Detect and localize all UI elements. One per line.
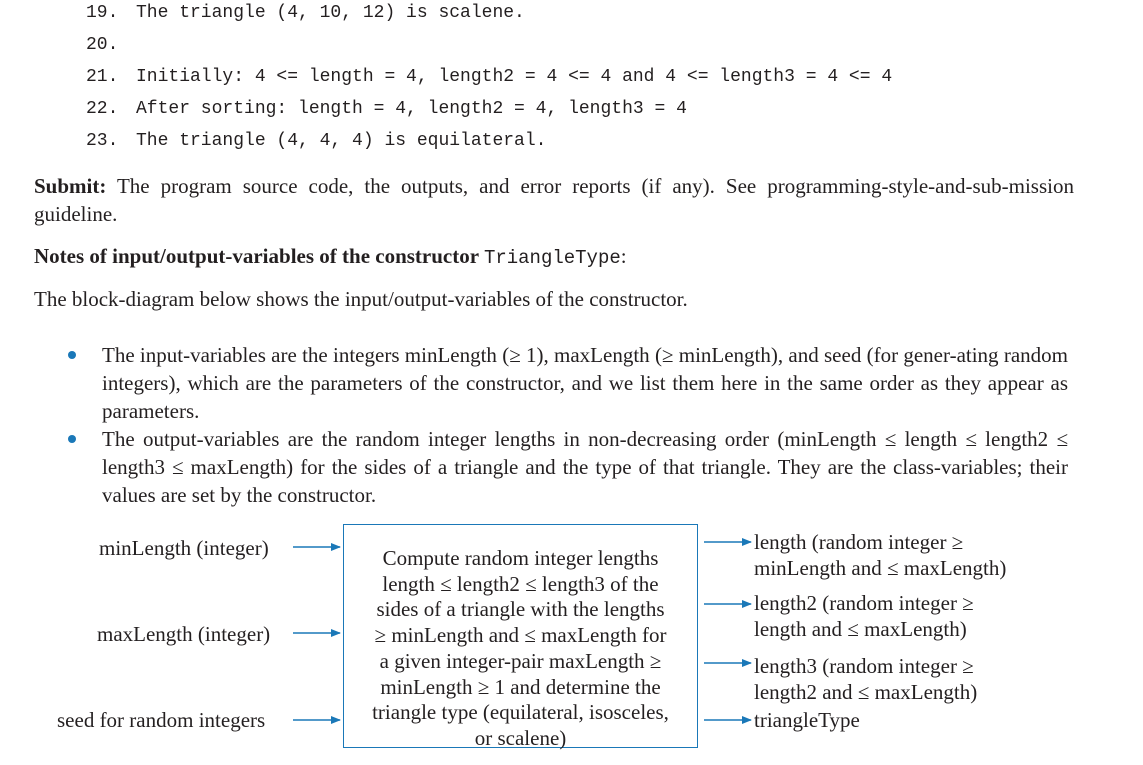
submit-text: The program source code, the outputs, and error reports (if any). See programming-style-and-sub-mission guideline.: [34, 174, 1074, 226]
bullet-list: [64, 341, 1068, 509]
block-diagram: [0, 515, 1143, 765]
process-box: [343, 524, 698, 748]
code-line-23: 23. The triangle (4, 4, 4) is equilateral.: [86, 131, 547, 151]
output-length3-label: length3 (random integer ≥ length2 and ≤ maxLength): [754, 654, 978, 704]
bullet-dot-icon: [68, 351, 76, 359]
code-line-22: 22. After sorting: length = 4, length2 = 4, length3 = 4: [86, 99, 687, 119]
input-maxlength-label: maxLength (integer): [97, 622, 271, 646]
input-minlength-label: minLength (integer): [99, 536, 269, 560]
output-length-label: length (random integer ≥ minLength and ≤ maxLength): [754, 530, 1007, 580]
submit-paragraph: [34, 172, 1074, 228]
input-seed-label: seed for random integers: [57, 708, 266, 732]
intro-paragraph: The block-diagram below shows the input/output-variables of the constructor.: [34, 287, 688, 311]
submit-label: Submit:: [34, 174, 107, 198]
constructor-name: TriangleType: [483, 247, 621, 269]
notes-colon: :: [620, 244, 627, 268]
output-length2-label: length2 (random integer ≥ length and ≤ maxLength): [754, 591, 974, 641]
process-box-text: Compute random integer lengths length ≤ length2 ≤ length3 of the sides of a triangle with the lengths ≥ minLength and ≤ maxLength for a given integer-pair maxLength ≥ minLength ≥ 1 and determine the triangle type (equilateral, isosceles, or scalene): [372, 546, 669, 750]
code-line-21: 21. Initially: 4 <= length = 4, length2 = 4 <= 4 and 4 <= length3 = 4 <= 4: [86, 67, 893, 87]
code-line-19: 19. The triangle (4, 10, 12) is scalene.: [86, 3, 525, 23]
code-line-20: 20.: [86, 35, 119, 55]
bullet-item: The input-variables are the integers minLength (≥ 1), maxLength (≥ minLength), and seed (for gener-ating random integers), which are the parameters of the constructor, and we list them here in the same order as they appear as parameters.: [64, 341, 1068, 425]
bullet-dot-icon: [68, 435, 76, 443]
notes-heading-text: Notes of input/output-variables of the constructor: [34, 244, 484, 268]
output-triangletype-label: triangleType: [754, 708, 860, 732]
notes-heading: [34, 242, 1074, 272]
bullet-item: The output-variables are the random integer lengths in non-decreasing order (minLength ≤ length ≤ length2 ≤ length3 ≤ maxLength) for the sides of a triangle and the type of that triangle. They are the class-variables; their values are set by the constructor.: [64, 425, 1068, 509]
